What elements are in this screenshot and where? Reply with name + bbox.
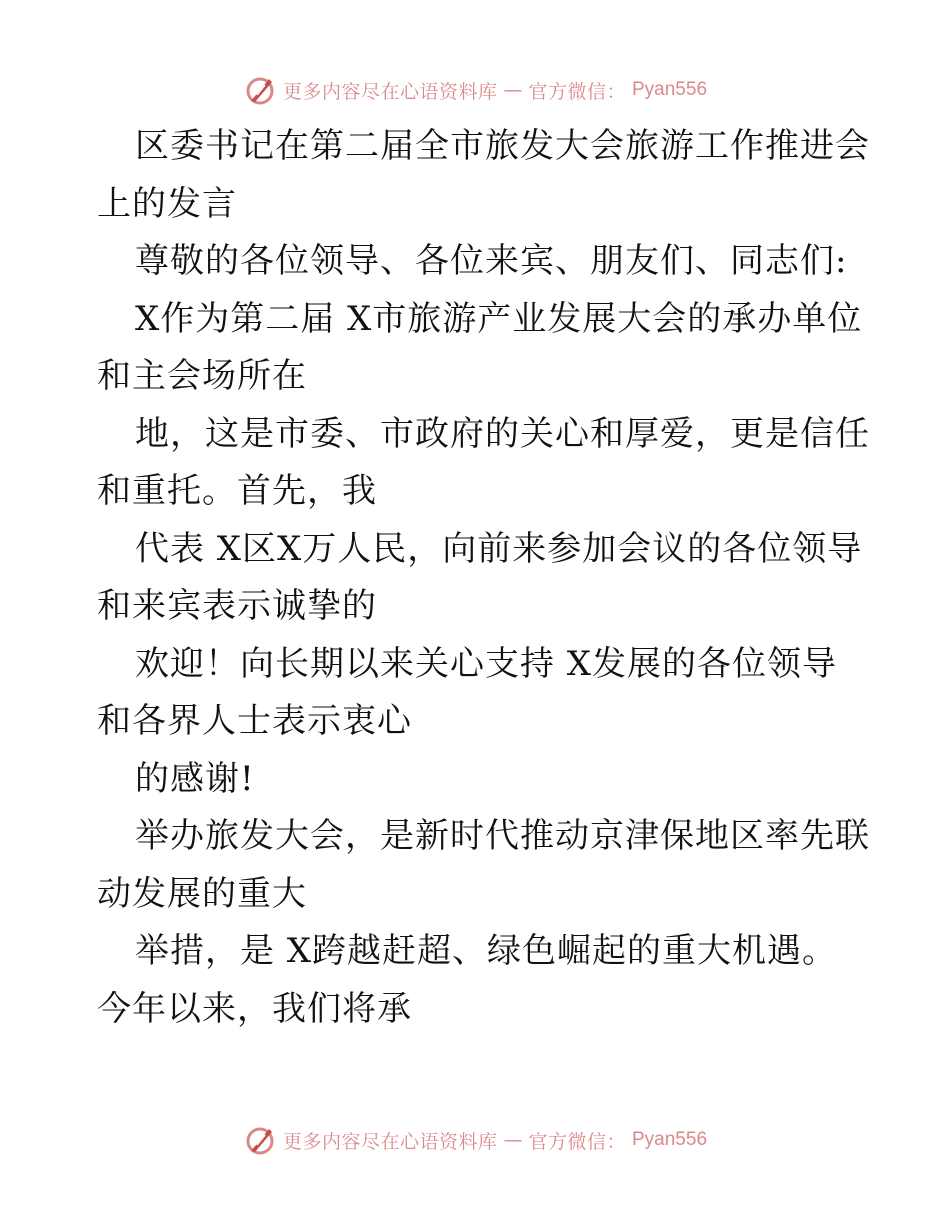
header-banner xyxy=(0,70,950,110)
quill-circle-icon xyxy=(243,73,277,107)
document-line: 动发展的重大 xyxy=(97,873,307,914)
quill-circle-icon xyxy=(243,1123,277,1157)
document-line: X作为第二届 X市旅游产业发展大会的承办单位 xyxy=(135,298,863,339)
banner-separator: — xyxy=(503,1129,523,1151)
footer-banner xyxy=(0,1120,950,1160)
document-line: 和来宾表示诚挚的 xyxy=(97,586,377,626)
document-line: 和重托。首先，我 xyxy=(97,471,377,511)
banner-text: 更多内容尽在心语资料库 xyxy=(282,1130,498,1153)
banner-wechat-id: Pyan556 xyxy=(632,79,708,100)
document-line: 的感谢! xyxy=(135,758,255,799)
document-line: 今年以来，我们将承 xyxy=(97,988,412,1029)
document-line: 举办旅发大会，是新时代推动京津保地区率先联 xyxy=(135,816,870,856)
banner-text: 更多内容尽在心语资料库 xyxy=(282,80,498,103)
document-line: 区委书记在第二届全市旅发大会旅游工作推进会 xyxy=(135,126,870,166)
document-body xyxy=(97,118,870,1038)
document-line: 地，这是市委、市政府的关心和厚爱，更是信任 xyxy=(135,413,870,454)
banner-wechat-label: 官方微信： xyxy=(528,80,626,103)
document-line: 欢迎！向长期以来关心支持 X发展的各位领导 xyxy=(135,643,838,684)
document-line: 代表 X区X万人民，向前来参加会议的各位领导 xyxy=(135,528,863,569)
document-line: 和主会场所在 xyxy=(97,356,307,396)
banner-separator: — xyxy=(503,79,523,101)
document-line: 上的发言 xyxy=(97,183,237,224)
document-line: 举措，是 X跨越赶超、绿色崛起的重大机遇。 xyxy=(135,931,838,971)
banner-wechat-label: 官方微信： xyxy=(528,1130,626,1153)
banner-wechat-id: Pyan556 xyxy=(632,1129,708,1150)
document-line: 尊敬的各位领导、各位来宾、朋友们、同志们: xyxy=(135,241,848,281)
document-line: 和各界人士表示衷心 xyxy=(97,701,412,741)
